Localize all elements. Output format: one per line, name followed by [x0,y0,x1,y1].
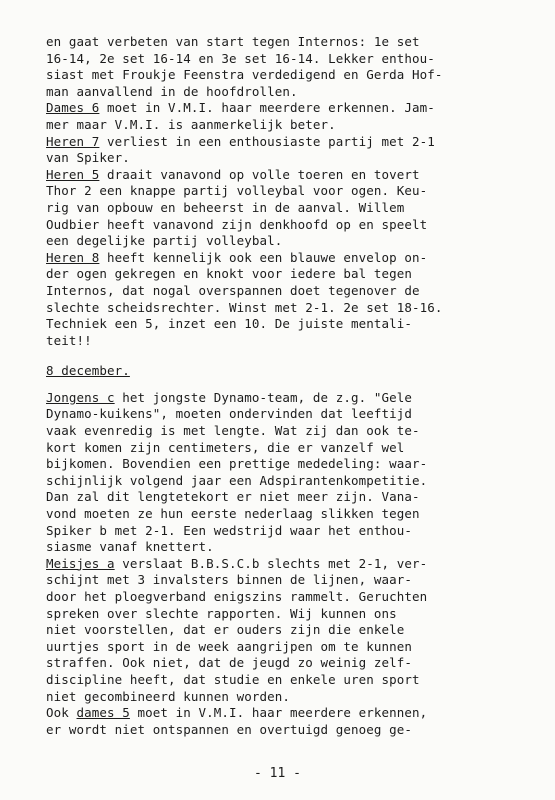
text-line: bijkomen. Bovendien een prettige mededeling: waar- [46,456,428,472]
text-line: door het ploegverband enigszins rammelt. Geruchten [46,589,428,604]
text-line: Techniek een 5, inzet een 10. De juiste mentali- [46,316,413,332]
text-line: kort komen zijn centimeters, die er vanzelf wel [46,439,405,455]
text-line: en gaat verbeten van start tegen Internos: 1e set [46,34,420,49]
body-text [46,34,546,738]
text-line: Thor 2 een knappe partij volleybal voor ogen. Keu- [46,183,428,199]
text-line: een degelijke partij volleybal. [46,233,283,249]
text-line: man aanvallend in de hoofdrollen. [46,83,298,99]
text-line: schijnt met 3 invalsters binnen de lijnen, waar- [46,572,413,588]
text-line: siast met Froukje Feenstra verdedigend en Gerda Hof- [46,67,443,83]
text-line: van Spiker. [46,150,130,166]
text-line: er wordt niet ontspannen en overtuigd genoeg ge- [46,721,413,737]
text-line: der ogen gekregen en knokt voor iedere bal tegen [46,266,413,282]
team-name: Heren 8 [46,249,100,265]
text-line: vond moeten ze hun eerste nederlaag slikken tegen [46,506,420,522]
text-line: Meisjes a verslaat B.B.S.C.b slechts met 2-1, ver- [46,555,428,571]
text-line: discipline heeft, dat studie en enkele uren sport [46,671,420,687]
text-line: mer maar V.M.I. is aanmerkelijk beter. [46,116,336,132]
text-line: teit!! [46,332,92,348]
text-line: 16-14, 2e set 16-14 en 3e set 16-14. Lekker enthou- [46,50,435,66]
text-line: uurtjes sport in de week aangrijpen om te kunnen [46,638,413,654]
date-heading: 8 december. [46,363,130,379]
text-line: Spiker b met 2-1. Een wedstrijd waar het enthou- [46,522,413,538]
team-name: dames 5 [76,705,130,721]
text-line: Heren 8 heeft kennelijk ook een blauwe envelop on- [46,249,428,265]
text-line: slechte scheidsrechter. Winst met 2-1. 2e set 18-16. [46,299,443,315]
text-line: Heren 5 draait vanavond op volle toeren en tovert [46,166,420,182]
text-line: Heren 7 verliest in een enthousiaste partij met 2-1 [46,133,435,149]
team-name: Jongens c [46,389,115,405]
text-line: rig van opbouw en beheerst in de aanval. Willem [46,199,405,215]
text-line: Dames 6 moet in V.M.I. haar meerdere erkennen. Jam- [46,100,435,116]
text-line: vaak evenredig is met lengte. Wat zij dan ook te- [46,423,420,439]
text-line: Ook dames 5 moet in V.M.I. haar meerdere erkennen, [46,705,428,721]
text-line: Dynamo-kuikens", moeten ondervinden dat leeftijd [46,406,413,422]
text-line: niet voorstellen, dat er ouders zijn die enkele [46,622,405,638]
text-line: schijnlijk volgend jaar een Adspirantenkompetitie. [46,472,428,488]
text-line: siasme vanaf knettert. [46,539,214,555]
team-name: Meisjes a [46,555,115,571]
text-line: niet gecombineerd kunnen worden. [46,688,291,704]
page-number: - 11 - [254,766,301,781]
text-line: Dan zal dit lengtetekort er niet meer zijn. Vana- [46,489,420,505]
text-line: spreken over slechte rapporten. Wij kunnen ons [46,605,397,621]
text-line: Oudbier heeft vanavond zijn denkhoofd op en speelt [46,216,428,232]
team-name: Heren 7 [46,133,100,149]
text-line: Jongens c het jongste Dynamo-team, de z.g. "Gele [46,389,413,405]
team-name: Heren 5 [46,166,100,182]
text-line: Internos, dat nogal overspannen doet tegenover de [46,282,420,298]
team-name: Dames 6 [46,100,100,116]
text-line: straffen. Ook niet, dat de jeugd zo weinig zelf- [46,655,413,671]
